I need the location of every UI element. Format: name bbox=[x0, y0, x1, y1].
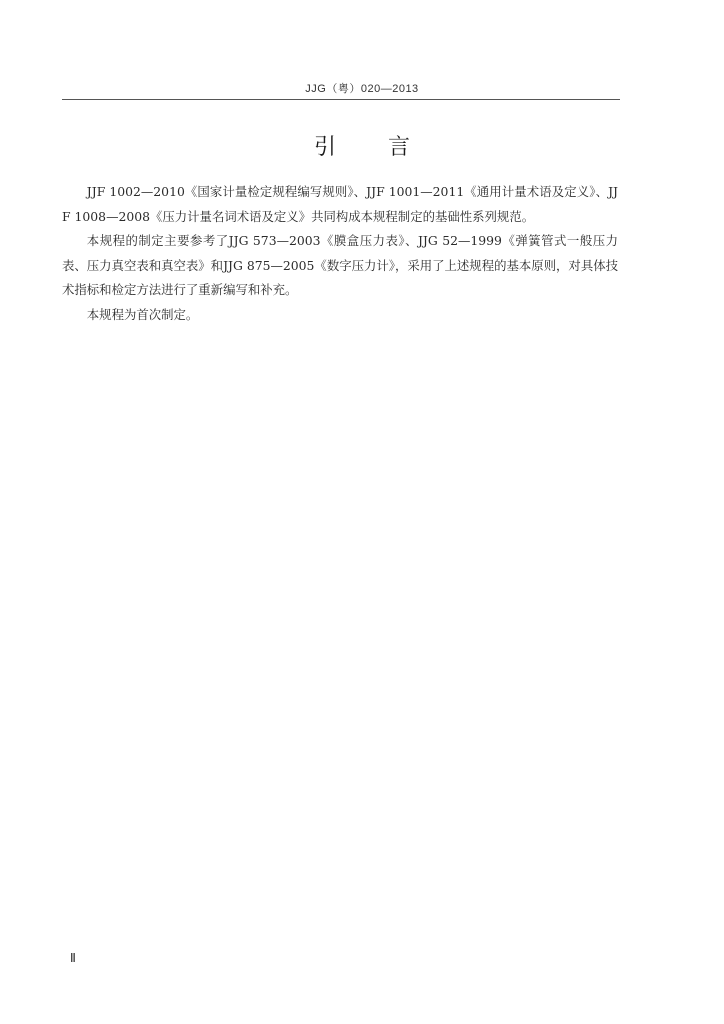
page-number: Ⅱ bbox=[70, 951, 76, 965]
section-title bbox=[0, 130, 724, 161]
header-rule bbox=[62, 99, 620, 100]
running-header: JJG（粤）020—2013 bbox=[305, 83, 419, 95]
paragraph-3: 本规程为首次制定。 bbox=[86, 306, 199, 322]
title-char-2: 言 bbox=[388, 135, 411, 160]
body-text bbox=[62, 180, 618, 327]
paragraph-1: JJF 1002—2010《国家计量检定规程编写规则》、JJF 1001—2011《通用计量术语及定义》、JJF 1008—2008《压力计量名词术语及定义》共同构成本规程制定的基础性系列规范。 bbox=[62, 184, 618, 224]
paragraph-2: 本规程的制定主要参考了JJG 573—2003《膜盒压力表》、JJG 52—1999《弹簧管式一般压力表、压力真空表和真空表》和JJG 875—2005《数字压力计》，采用了上述规程的基本原则，对具体技术指标和检定方法进行了重新编写和补充。 bbox=[62, 233, 618, 297]
title-char-1: 引 bbox=[313, 135, 336, 160]
